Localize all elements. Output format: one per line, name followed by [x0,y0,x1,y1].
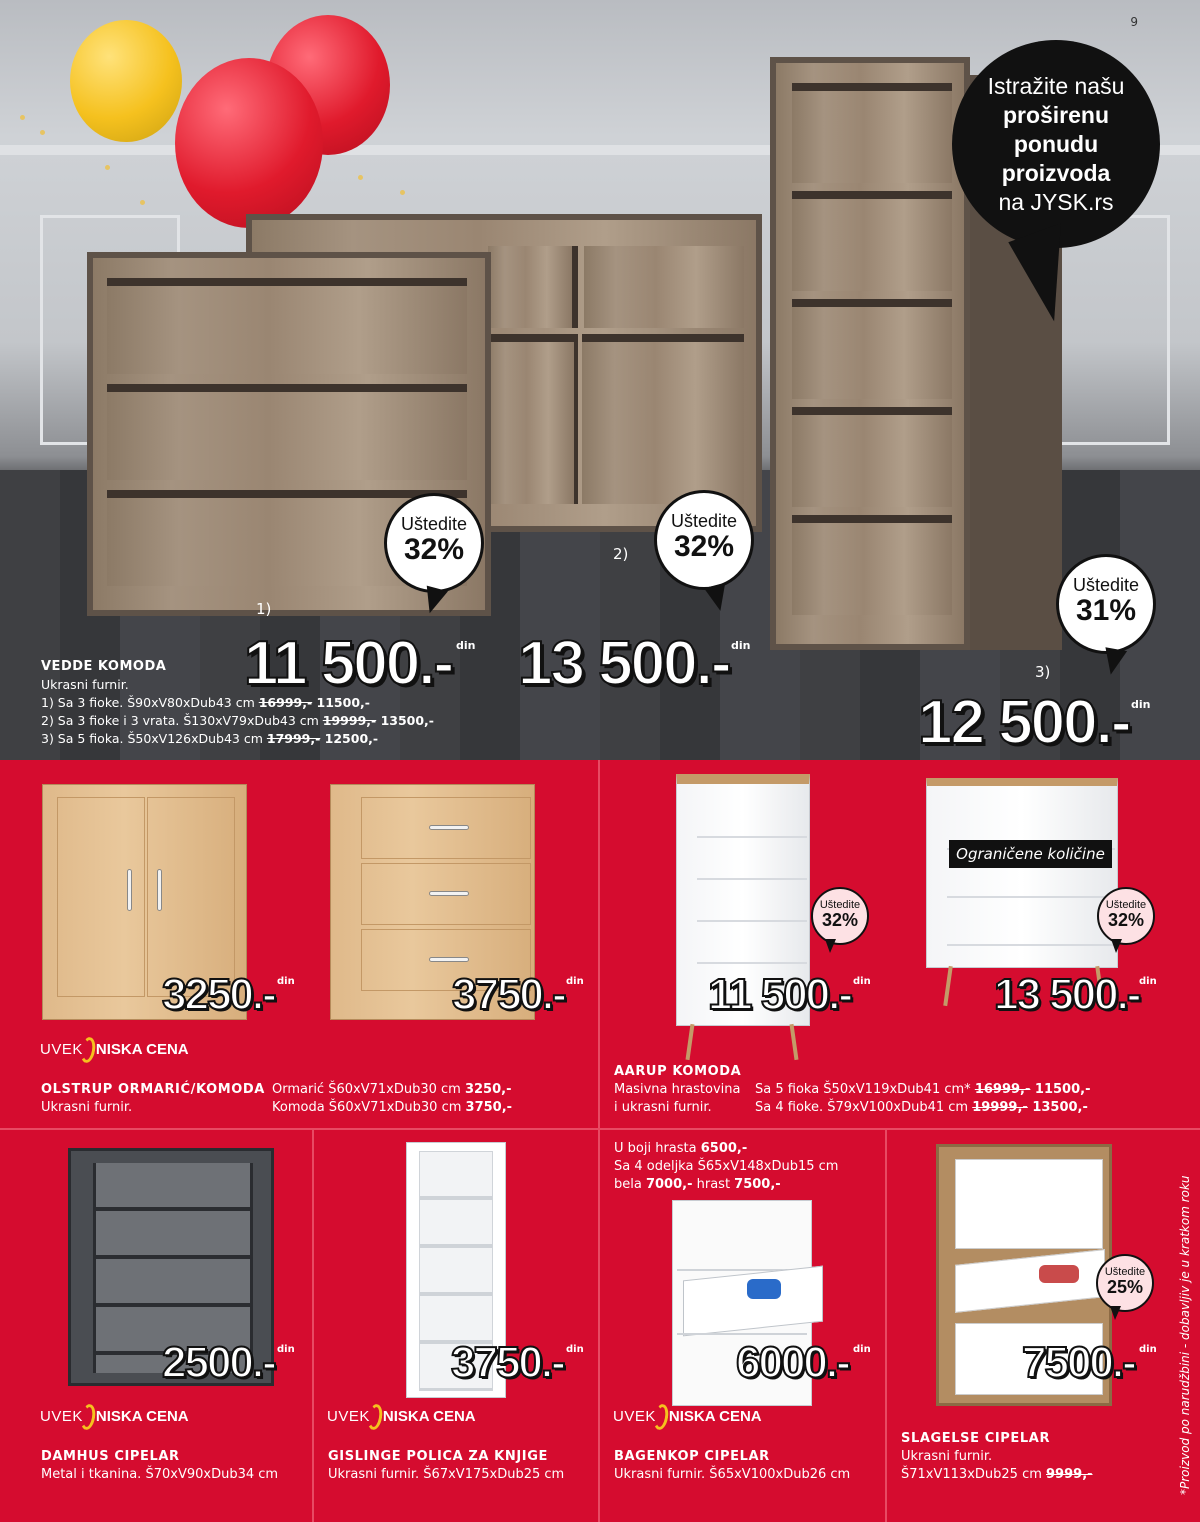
damhus-desc: Metal i tkanina. Š70xV90xDub34 cm [41,1467,279,1482]
gislinge-title: GISLINGE POLICA ZA KNJIGE [328,1449,548,1464]
slagelse-description [901,1430,1093,1484]
savings-value: 32% [821,910,859,930]
price-gislinge: 3750.- [451,1338,564,1387]
page-number: 9 [1130,15,1138,29]
vedde-description [41,658,434,748]
bagenkop-description [614,1448,850,1484]
slagelse-line: Š71xV113xDub25 cm 9999,- [901,1467,1093,1482]
confetti [20,115,25,120]
savings-value: 25% [1106,1277,1144,1297]
savings-bubble-1 [384,493,484,593]
vedde-material: Ukrasni furnir. [41,677,129,692]
gislinge-desc: Ukrasni furnir. Š67xV175xDub25 cm [328,1467,565,1482]
marker-1: 1) [256,600,272,618]
bagenkop-desc: Ukrasni furnir. Š65xV100xDub26 cm [614,1467,851,1482]
damhus-description [41,1448,278,1484]
marker-2: 2) [613,545,629,563]
savings-label: Uštedite [1072,575,1140,595]
leg [943,966,953,1006]
marker-3: 3) [1035,663,1051,681]
savings-bubble-2 [654,490,754,590]
promo-line-1: Istražite našu [987,73,1125,99]
promo-bubble [952,40,1160,248]
leg [790,1024,799,1060]
currency-label: din [1139,976,1157,987]
savings-bubble-aarup-1 [811,887,869,945]
price-bagenkop: 6000.- [736,1338,849,1387]
savings-bubble-aarup-2 [1097,887,1155,945]
olstrup-line-1: Ormarić Š60xV71xDub30 cm 3250,- [272,1082,512,1097]
slagelse-material: Ukrasni furnir. [901,1449,993,1464]
currency-label: din [277,976,295,987]
savings-bubble-slagelse [1096,1254,1154,1312]
uvek-niska-cena-logo: UVEK NISKA CENA [40,1037,189,1063]
aarup-wide-chest-image [926,778,1118,968]
savings-label: Uštedite [819,899,861,911]
divider [0,1128,1200,1130]
savings-value: 32% [673,530,735,563]
damhus-title: DAMHUS CIPELAR [41,1449,180,1464]
promo-line-3: ponudu [1013,131,1099,157]
vedde-tall-chest-image [770,57,970,650]
side-note: *Proizvod po narudžbini - dobavljiv je u kratkom roku [1178,1175,1192,1495]
olstrup-sizes [272,1081,512,1117]
uvek-niska-cena-logo: UVEK NISKA CENA [327,1404,476,1430]
divider [598,760,600,1522]
vedde-title: VEDDE KOMODA [41,659,167,674]
confetti [358,175,363,180]
aarup-description [614,1063,741,1117]
price-vedde-1: 11 500.- [244,629,453,698]
bagenkop-info-3: bela 7000,- hrast 7500,- [614,1177,781,1192]
olstrup-material: Ukrasni furnir. [41,1100,133,1115]
savings-label: Uštedite [670,511,738,531]
aarup-sizes [755,1081,1090,1117]
currency-label: din [1131,698,1151,711]
yellow-balloon-image [70,20,182,142]
promo-line-5: na JYSK.rs [998,189,1114,215]
olstrup-title: OLSTRUP ORMARIĆ/KOMODA [41,1082,265,1097]
divider [312,1130,314,1522]
price-slagelse: 7500.- [1022,1338,1135,1387]
aarup-title: AARUP KOMODA [614,1064,742,1079]
red-balloon-image [175,58,323,228]
slagelse-title: SLAGELSE CIPELAR [901,1431,1051,1446]
savings-value: 32% [403,533,465,566]
savings-value: 31% [1075,594,1137,627]
savings-label: Uštedite [1105,899,1147,911]
confetti [105,165,110,170]
bagenkop-title: BAGENKOP CIPELAR [614,1449,770,1464]
vedde-line-1: 1) Sa 3 fioke. Š90xV80xDub43 cm 16999,- 11500,- [41,695,370,710]
currency-label: din [853,1344,871,1355]
aarup-material-1: Masivna hrastovina [614,1082,741,1097]
bagenkop-info [614,1140,838,1194]
price-olstrup-chest: 3750.- [452,970,565,1019]
savings-bubble-3 [1056,554,1156,654]
promo-line-4: proizvoda [1001,160,1111,186]
confetti [400,190,405,195]
price-aarup-wide: 13 500.- [994,970,1140,1019]
olstrup-description [41,1081,265,1117]
limited-quantity-badge: Ograničene količine [949,840,1112,868]
savings-label: Uštedite [1104,1266,1146,1278]
vedde-line-2: 2) Sa 3 fioke i 3 vrata. Š130xV79xDub43 cm 19999,- 13500,- [41,713,434,728]
price-damhus: 2500.- [162,1338,275,1387]
divider [885,1130,887,1522]
savings-label: Uštedite [400,514,468,534]
currency-label: din [277,1344,295,1355]
bagenkop-info-1: U boji hrasta 6500,- [614,1141,748,1156]
price-vedde-2: 13 500.- [518,629,730,698]
aarup-line-2: Sa 4 fioke. Š79xV100xDub41 cm 19999,- 13500,- [755,1100,1088,1115]
currency-label: din [566,1344,584,1355]
promo-line-2: proširenu [1002,102,1110,128]
currency-label: din [1139,1344,1157,1355]
price-aarup-tall: 11 500.- [708,970,852,1019]
bagenkop-info-2: Sa 4 odeljka Š65xV148xDub15 cm [614,1159,839,1174]
currency-label: din [731,639,751,652]
uvek-niska-cena-logo: UVEK NISKA CENA [40,1404,189,1430]
price-vedde-3: 12 500.- [918,688,1130,757]
uvek-niska-cena-logo: UVEK NISKA CENA [613,1404,762,1430]
aarup-material-2: i ukrasni furnir. [614,1100,712,1115]
vedde-line-3: 3) Sa 5 fioka. Š50xV126xDub43 cm 17999,- 12500,- [41,731,379,746]
price-olstrup-cabinet: 3250.- [162,970,275,1019]
gislinge-description [328,1448,564,1484]
confetti [40,130,45,135]
confetti [140,200,145,205]
currency-label: din [566,976,584,987]
aarup-line-1: Sa 5 fioka Š50xV119xDub41 cm* 16999,- 11500,- [755,1082,1091,1097]
currency-label: din [456,639,476,652]
olstrup-line-2: Komoda Š60xV71xDub30 cm 3750,- [272,1100,513,1115]
leg [686,1024,695,1060]
currency-label: din [853,976,871,987]
savings-value: 32% [1107,910,1145,930]
